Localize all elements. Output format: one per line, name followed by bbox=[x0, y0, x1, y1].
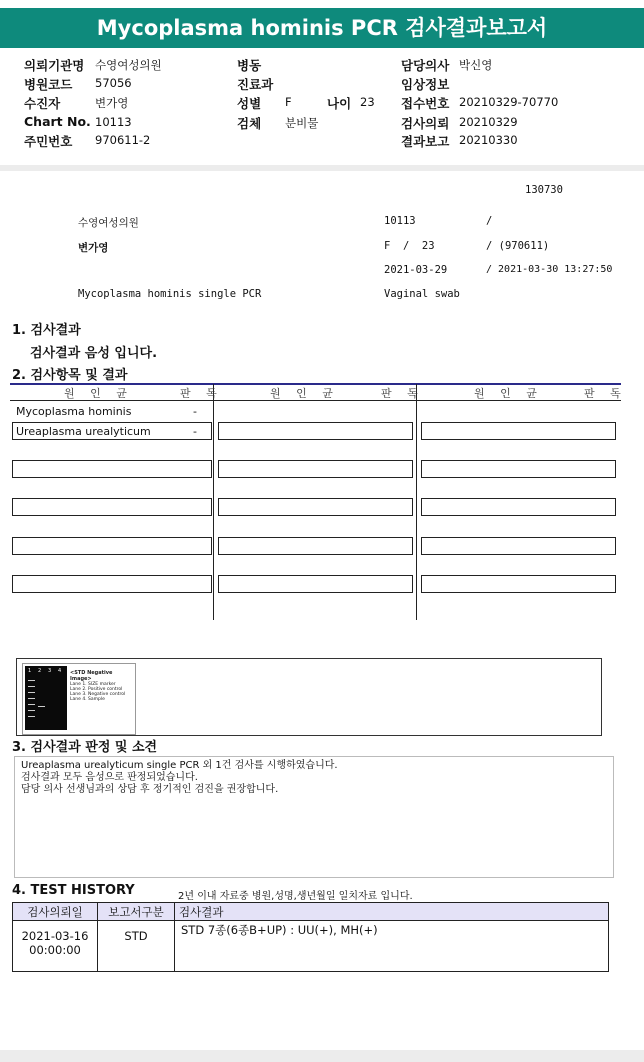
col-result-header-2: 판 독 bbox=[381, 387, 424, 400]
lane-number-4: 4 bbox=[58, 668, 62, 674]
result-row-6-cell-3 bbox=[421, 575, 616, 593]
body-sample: Vaginal swab bbox=[384, 288, 460, 300]
specimen-label: 검체 bbox=[237, 116, 262, 131]
chart-value: 10113 bbox=[95, 115, 132, 129]
request-label: 검사의뢰 bbox=[401, 116, 450, 131]
result-row-3-cell-3 bbox=[421, 460, 616, 478]
gel-legend-2: Lane 2. Positive control bbox=[70, 687, 123, 692]
gel-legend-4: Lane 4. Sample bbox=[70, 697, 105, 702]
ward-label: 병동 bbox=[237, 58, 262, 73]
col-organism-header-3: 원 인 균 bbox=[474, 387, 543, 400]
patient-label: 수진자 bbox=[24, 96, 61, 111]
result-row-2-organism: Ureaplasma urealyticum bbox=[16, 425, 151, 438]
history-col-date: 검사의뢰일 bbox=[13, 903, 98, 921]
hospital-value: 수영여성의원 bbox=[95, 58, 162, 72]
history-note: 2년 이내 자료중 병원,성명,생년월일 일치자료 입니다. bbox=[178, 891, 413, 902]
section2-title: 2. 검사항목 및 결과 bbox=[12, 368, 128, 383]
code-value: 57056 bbox=[95, 76, 132, 90]
findings-box bbox=[14, 756, 614, 878]
result-row-4-cell-2 bbox=[218, 498, 413, 516]
history-row-type-cell bbox=[98, 921, 175, 972]
result-row-6-cell-1 bbox=[12, 575, 212, 593]
dept-label: 진료과 bbox=[237, 77, 274, 92]
finding-line-2: 검사결과 모두 음성으로 판정되었습니다. bbox=[21, 772, 198, 783]
history-row-date: 2021-03-16 bbox=[21, 929, 89, 943]
age-value: 23 bbox=[360, 95, 375, 109]
sex-value: F bbox=[285, 95, 292, 109]
result-row-3-cell-2 bbox=[218, 460, 413, 478]
report-title: Mycoplasma hominis PCR 검사결과보고서 bbox=[0, 8, 644, 48]
result-row-5-cell-3 bbox=[421, 537, 616, 555]
lane-number-2: 2 bbox=[38, 668, 42, 674]
history-table bbox=[12, 902, 609, 972]
table-col-divider-2 bbox=[416, 384, 417, 620]
sex-label: 성별 bbox=[237, 96, 262, 111]
result-row-4-cell-3 bbox=[421, 498, 616, 516]
col-result-header-3: 판 독 bbox=[584, 387, 627, 400]
history-col-type: 보고서구분 bbox=[98, 903, 175, 921]
receipt-label: 접수번호 bbox=[401, 96, 450, 111]
clinical-label: 임상정보 bbox=[401, 77, 450, 92]
rrn-label: 주민번호 bbox=[24, 134, 73, 149]
header-divider bbox=[0, 165, 644, 171]
history-row-date-cell bbox=[13, 921, 98, 972]
result-row-1-organism: Mycoplasma hominis bbox=[16, 405, 132, 418]
body-chart: 10113 bbox=[384, 215, 416, 227]
table-row bbox=[13, 921, 609, 972]
result-row-5-cell-2 bbox=[218, 537, 413, 555]
history-row-type: STD bbox=[124, 929, 148, 943]
gel-marker-band bbox=[28, 716, 35, 717]
history-row-result: STD 7종(6종B+UP) : UU(+), MH(+) bbox=[175, 921, 609, 972]
doc-number: 130730 bbox=[525, 184, 563, 196]
body-patient: 변가영 bbox=[78, 242, 109, 254]
col-result-header-1: 판 독 bbox=[180, 387, 223, 400]
body-slash: / bbox=[486, 215, 493, 227]
chart-label: Chart No. bbox=[24, 114, 91, 129]
col-organism-header-2: 원 인 균 bbox=[270, 387, 339, 400]
lane-number-3: 3 bbox=[48, 668, 52, 674]
result-row-3-cell-1 bbox=[12, 460, 212, 478]
body-hospital: 수영여성의원 bbox=[78, 217, 139, 229]
result-row-1-result: - bbox=[193, 405, 197, 418]
doctor-label: 담당의사 bbox=[401, 58, 450, 73]
body-sex-age: F / 23 bbox=[384, 240, 435, 252]
result-row-2-cell-3 bbox=[421, 422, 616, 440]
section3-title: 3. 검사결과 판정 및 소견 bbox=[12, 740, 158, 755]
specimen-value: 분비물 bbox=[285, 116, 319, 130]
table-col-divider-1 bbox=[213, 384, 214, 620]
request-value: 20210329 bbox=[459, 115, 518, 129]
gel-positive-band bbox=[38, 706, 45, 707]
hospital-label: 의뢰기관명 bbox=[24, 58, 85, 73]
gel-marker-band bbox=[28, 680, 35, 681]
body-date-report: / 2021-03-30 13:27:50 bbox=[486, 264, 613, 275]
report-value: 20210330 bbox=[459, 133, 518, 147]
age-label: 나이 bbox=[327, 96, 352, 111]
gel-dark-panel bbox=[25, 666, 67, 730]
result-row-2-cell-2 bbox=[218, 422, 413, 440]
result-row-4-cell-1 bbox=[12, 498, 212, 516]
rrn-value: 970611-2 bbox=[95, 133, 151, 147]
report-label: 결과보고 bbox=[401, 134, 450, 149]
gel-marker-band bbox=[28, 710, 35, 711]
section1-title: 1. 검사결과 bbox=[12, 323, 81, 338]
gel-marker-band bbox=[28, 704, 35, 705]
history-row-time: 00:00:00 bbox=[29, 943, 81, 957]
body-birth: / (970611) bbox=[486, 240, 550, 252]
receipt-value: 20210329-70770 bbox=[459, 95, 559, 109]
result-row-2-result: - bbox=[193, 425, 197, 438]
code-label: 병원코드 bbox=[24, 77, 73, 92]
history-col-result: 검사결과 bbox=[175, 903, 609, 921]
section4-title: 4. TEST HISTORY bbox=[12, 883, 135, 898]
gel-legend-3: Lane 3. Negative control bbox=[70, 692, 126, 697]
gel-legend-1: Lane 1. SIZE marker bbox=[70, 682, 116, 687]
finding-line-1: Ureaplasma urealyticum single PCR 외 1건 검사를 시행하였습니다. bbox=[21, 760, 338, 771]
body-test-name: Mycoplasma hominis single PCR bbox=[78, 288, 262, 300]
patient-value: 변가영 bbox=[95, 96, 129, 110]
gel-image bbox=[22, 663, 136, 735]
result-row-5-cell-1 bbox=[12, 537, 212, 555]
section1-result-text: 검사결과 음성 입니다. bbox=[30, 346, 158, 361]
result-row-6-cell-2 bbox=[218, 575, 413, 593]
gel-title: <STD Negative Image> bbox=[70, 670, 113, 682]
finding-line-3: 담당 의사 선생님과의 상담 후 정기적인 검진을 권장합니다. bbox=[21, 784, 279, 795]
gel-marker-band bbox=[28, 692, 35, 693]
col-organism-header-1: 원 인 균 bbox=[64, 387, 133, 400]
footer-strip bbox=[0, 1050, 644, 1062]
lane-number-1: 1 bbox=[28, 668, 32, 674]
body-date-request: 2021-03-29 bbox=[384, 264, 448, 276]
doctor-value: 박신영 bbox=[459, 58, 493, 72]
gel-marker-band bbox=[28, 686, 35, 687]
gel-marker-band bbox=[28, 698, 35, 699]
